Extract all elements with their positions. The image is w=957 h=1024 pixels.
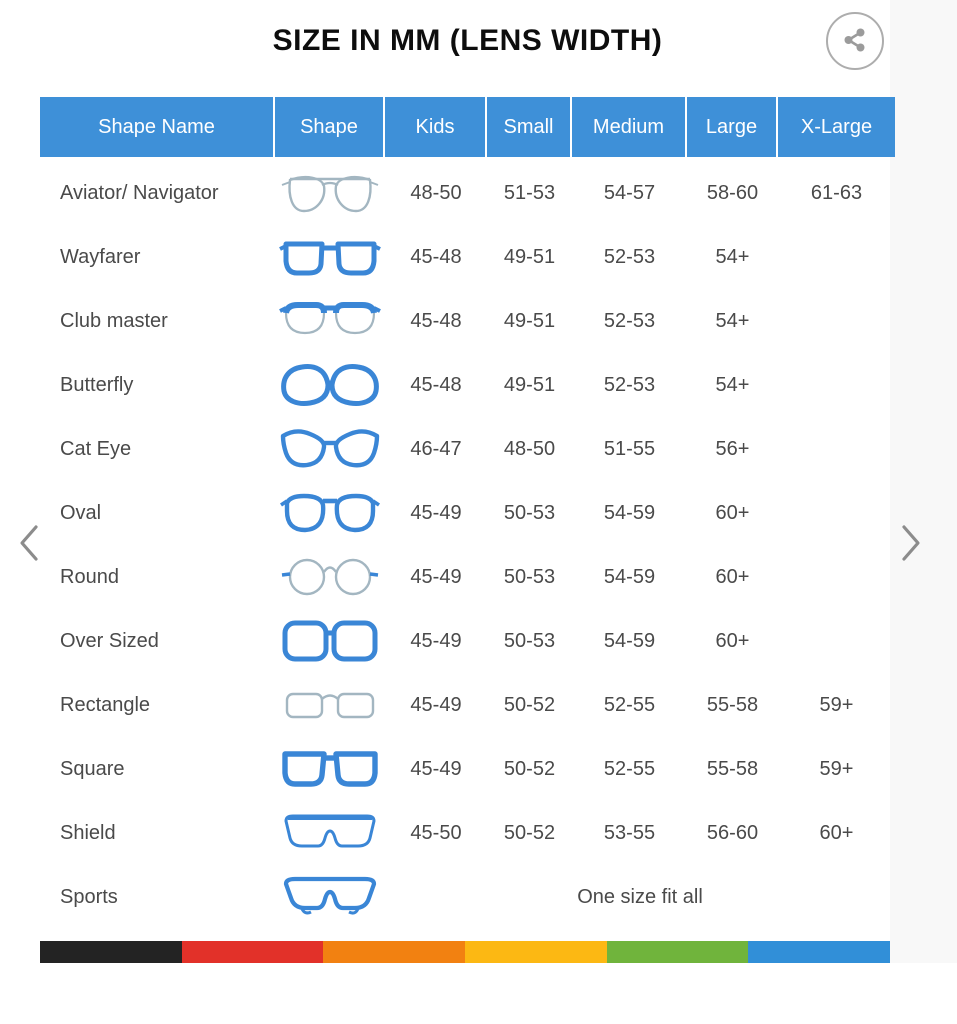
size-value-xlarge: 61-63 — [810, 181, 863, 204]
stripe-segment — [465, 941, 607, 963]
size-value-kids: 46-47 — [410, 437, 462, 460]
size-value-large: 55-58 — [706, 757, 759, 780]
size-value-medium: 54-59 — [603, 629, 656, 652]
share-icon — [839, 24, 871, 59]
size-value-xlarge: 60+ — [819, 821, 854, 844]
size-value-large: 56-60 — [706, 821, 759, 844]
size-value-large: 54+ — [715, 245, 750, 268]
table-body — [40, 161, 895, 929]
chevron-left-icon — [17, 523, 41, 566]
carousel-prev-button[interactable] — [12, 522, 46, 566]
header-medium: Medium — [572, 97, 687, 157]
table-row — [40, 353, 895, 417]
shape-name-label: Square — [60, 757, 125, 780]
size-value-large: 60+ — [715, 629, 750, 652]
size-value-small: 49-51 — [503, 309, 556, 332]
size-value-medium: 54-59 — [603, 501, 656, 524]
size-value-small: 50-52 — [503, 757, 556, 780]
glasses-shield-icon — [275, 807, 385, 859]
glasses-round-icon — [275, 551, 385, 603]
size-value-xlarge: 59+ — [819, 757, 854, 780]
share-button[interactable] — [826, 12, 884, 70]
table-row — [40, 417, 895, 481]
size-value-medium: 54-59 — [603, 565, 656, 588]
size-value-kids: 45-49 — [410, 501, 462, 524]
one-size-note: One size fit all — [577, 885, 703, 908]
size-value-kids: 45-50 — [410, 821, 462, 844]
chevron-right-icon — [899, 523, 923, 566]
shape-name-label: Club master — [60, 309, 168, 332]
size-value-large: 60+ — [715, 501, 750, 524]
table-row — [40, 481, 895, 545]
size-value-small: 49-51 — [503, 245, 556, 268]
glasses-sports-icon — [275, 871, 385, 923]
stripe-segment — [182, 941, 324, 963]
page-title: SIZE IN MM (LENS WIDTH) — [272, 24, 663, 57]
shape-name-label: Oval — [60, 501, 102, 524]
table-row — [40, 865, 895, 929]
header-shape-name: Shape Name — [40, 97, 275, 157]
footer-stripe — [40, 941, 890, 963]
glasses-rectangle-icon — [275, 679, 385, 731]
table-row — [40, 609, 895, 673]
table-row — [40, 225, 895, 289]
size-value-medium: 52-53 — [603, 309, 656, 332]
size-value-medium: 52-53 — [603, 373, 656, 396]
size-value-small: 50-52 — [503, 693, 556, 716]
size-value-large: 54+ — [715, 309, 750, 332]
header-small: Small — [487, 97, 572, 157]
stripe-segment — [323, 941, 465, 963]
table-row — [40, 673, 895, 737]
shape-name-label: Sports — [60, 885, 118, 908]
stripe-segment — [607, 941, 749, 963]
glasses-wayfarer-icon — [275, 231, 385, 283]
size-value-small: 49-51 — [503, 373, 556, 396]
size-value-kids: 45-48 — [410, 309, 462, 332]
stripe-segment — [748, 941, 890, 963]
glasses-cateye-icon — [275, 423, 385, 475]
size-value-kids: 45-49 — [410, 565, 462, 588]
table-row — [40, 161, 895, 225]
size-value-medium: 52-53 — [603, 245, 656, 268]
shape-name-label: Wayfarer — [60, 245, 141, 268]
size-value-medium: 52-55 — [603, 693, 656, 716]
size-value-small: 51-53 — [503, 181, 556, 204]
size-value-medium: 51-55 — [603, 437, 656, 460]
shape-name-label: Over Sized — [60, 629, 159, 652]
size-value-kids: 45-49 — [410, 629, 462, 652]
size-value-small: 50-52 — [503, 821, 556, 844]
header-shape: Shape — [275, 97, 385, 157]
glasses-clubmaster-icon — [275, 295, 385, 347]
size-value-kids: 48-50 — [410, 181, 462, 204]
glasses-oval-icon — [275, 487, 385, 539]
size-value-medium: 53-55 — [603, 821, 656, 844]
shape-name-label: Butterfly — [60, 373, 134, 396]
size-value-small: 50-53 — [503, 629, 556, 652]
shape-name-label: Aviator/ Navigator — [60, 181, 219, 204]
glasses-oversized-icon — [275, 615, 385, 667]
size-value-kids: 45-48 — [410, 245, 462, 268]
header-large: Large — [687, 97, 778, 157]
shape-name-label: Round — [60, 565, 119, 588]
size-value-large: 54+ — [715, 373, 750, 396]
size-value-medium: 54-57 — [603, 181, 656, 204]
table-row — [40, 737, 895, 801]
size-value-medium: 52-55 — [603, 757, 656, 780]
table-row — [40, 801, 895, 865]
size-value-small: 48-50 — [503, 437, 556, 460]
size-chart-table — [40, 97, 895, 929]
page-right-margin — [890, 0, 957, 963]
header-xlarge: X-Large — [800, 115, 873, 138]
shape-name-label: Shield — [60, 821, 116, 844]
table-row — [40, 289, 895, 353]
header-kids: Kids — [385, 97, 487, 157]
size-value-kids: 45-48 — [410, 373, 462, 396]
glasses-square-icon — [275, 743, 385, 795]
size-value-kids: 45-49 — [410, 757, 462, 780]
size-value-large: 56+ — [715, 437, 750, 460]
glasses-aviator-icon — [275, 167, 385, 219]
glasses-butterfly-icon — [275, 359, 385, 411]
size-value-small: 50-53 — [503, 501, 556, 524]
carousel-next-button[interactable] — [894, 522, 928, 566]
size-value-large: 55-58 — [706, 693, 759, 716]
size-value-small: 50-53 — [503, 565, 556, 588]
size-value-large: 60+ — [715, 565, 750, 588]
size-value-kids: 45-49 — [410, 693, 462, 716]
size-value-xlarge: 59+ — [819, 693, 854, 716]
table-header-row — [40, 97, 895, 157]
stripe-segment — [40, 941, 182, 963]
size-value-large: 58-60 — [706, 181, 759, 204]
table-row — [40, 545, 895, 609]
shape-name-label: Cat Eye — [60, 437, 132, 460]
shape-name-label: Rectangle — [60, 693, 151, 716]
